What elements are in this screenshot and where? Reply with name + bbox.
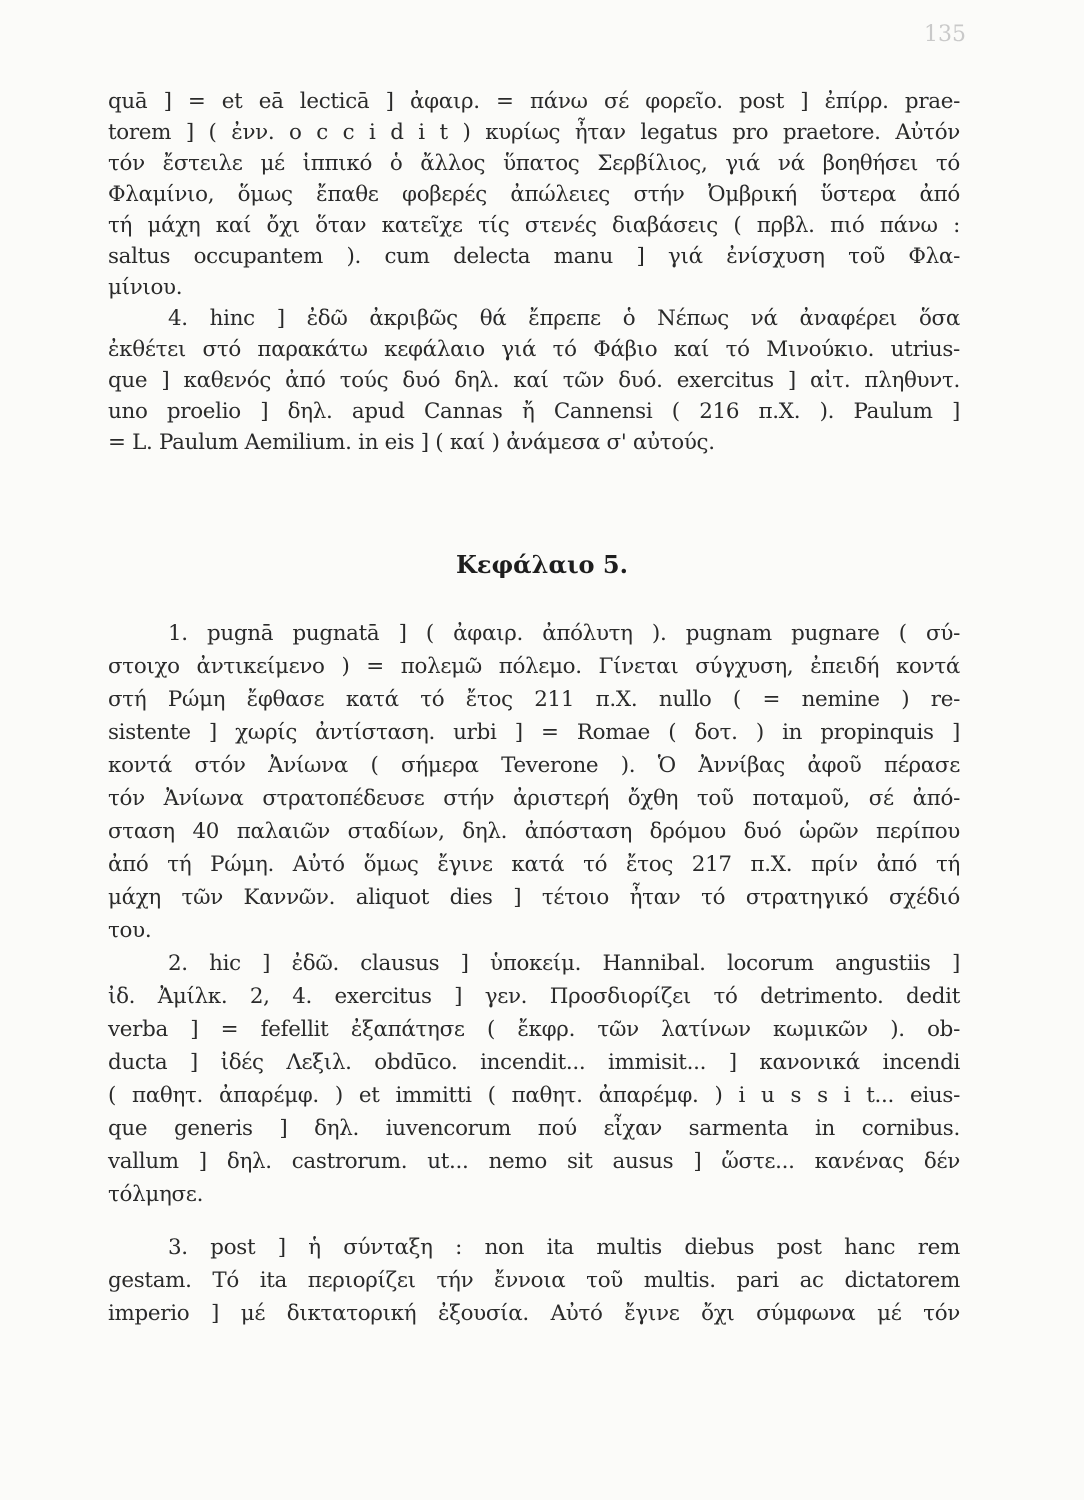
text-line: 1. pugnā pugnatā ] ( ἀφαιρ. ἀπόλυτη ). pugnam pugnare ( σύ- bbox=[168, 621, 960, 646]
text-line: τή μάχη καί ὄχι ὅταν κατεῖχε τίς στενές διαβάσεις ( πρβλ. πιό πάνω : bbox=[108, 213, 960, 238]
text-line: Φλαμίνιο, ὅμως ἔπαθε φοβερές ἀπώλειες στήν Ὀμβρική ὕστερα ἀπό bbox=[108, 182, 960, 207]
text-line: gestam. Τό ita περιορίζει τήν ἔννοια τοῦ multis. pari ac dictatorem bbox=[108, 1268, 960, 1293]
text-line: κοντά στόν Ἀνίωνα ( σήμερα Teverone ). Ὁ Ἀννίβας ἀφοῦ πέρασε bbox=[108, 753, 960, 778]
text-line: ἀπό τή Ρώμη. Αὐτό ὅμως ἔγινε κατά τό ἔτος 217 π.Χ. πρίν ἀπό τή bbox=[108, 852, 960, 877]
text-line: μάχη τῶν Καννῶν. aliquot dies ] τέτοιο ἦταν τό στρατηγικό σχέδιό bbox=[108, 885, 960, 910]
text-line: τόν ἔστειλε μέ ἱππικό ὁ ἄλλος ὕπατος Σερβίλιος, γιά νά βοηθήσει τό bbox=[108, 151, 960, 176]
text-line: sistente ] χωρίς ἀντίσταση. urbi ] = Romae ( δοτ. ) in propinquis ] bbox=[108, 720, 960, 745]
text-line: verba ] = fefellit ἐξαπάτησε ( ἔκφρ. τῶν λατίνων κωμικῶν ). ob- bbox=[108, 1017, 960, 1042]
text-line: 4. hinc ] ἐδῶ ἀκριβῶς θά ἔπρεπε ὁ Νέπως νά ἀναφέρει ὅσα bbox=[168, 306, 960, 331]
text-line: ἰδ. Ἀμίλκ. 2, 4. exercitus ] γεν. Προσδιορίζει τό detrimento. dedit bbox=[108, 984, 960, 1009]
text-line: του. bbox=[108, 918, 152, 943]
text-line: ( παθητ. ἀπαρέμφ. ) et immitti ( παθητ. ἀπαρέμφ. ) i u s s i t... eius- bbox=[108, 1083, 960, 1108]
text-line: στοιχο ἀντικείμενο ) = πολεμῶ πόλεμο. Γίνεται σύγχυση, ἐπειδή κοντά bbox=[108, 654, 960, 679]
text-line: τόν Ἀνίωνα στρατοπέδευσε στήν ἀριστερή ὄχθη τοῦ ποταμοῦ, σέ ἀπό- bbox=[108, 786, 960, 811]
text-line: vallum ] δηλ. castrorum. ut... nemo sit ausus ] ὥστε... κανένας δέν bbox=[108, 1149, 960, 1174]
text-line: saltus occupantem ). cum delecta manu ] γιά ἐνίσχυση τοῦ Φλα- bbox=[108, 244, 960, 269]
text-line: μίνιου. bbox=[108, 275, 183, 300]
text-line: uno proelio ] δηλ. apud Cannas ἤ Cannensi ( 216 π.Χ. ). Paulum ] bbox=[108, 399, 960, 424]
text-line: = L. Paulum Aemilium. in eis ] ( καί ) ἀνάμεσα σ' αὐτούς. bbox=[108, 430, 715, 455]
text-line: τόλμησε. bbox=[108, 1182, 204, 1207]
text-line: que ] καθενός ἀπό τούς δυό δηλ. καί τῶν δυό. exercitus ] αἰτ. πληθυντ. bbox=[108, 368, 960, 393]
text-line: quā ] = et eā lecticā ] ἀφαιρ. = πάνω σέ φορεῖο. post ] ἐπίρρ. prae- bbox=[108, 89, 960, 114]
text-line: imperio ] μέ δικτατορική ἐξουσία. Αὐτό ἔγινε ὄχι σύμφωνα μέ τόν bbox=[108, 1301, 960, 1326]
text-line: ἐκθέτει στό παρακάτω κεφάλαιο γιά τό Φάβιο καί τό Μινούκιο. utrius- bbox=[108, 337, 960, 362]
text-line: 2. hic ] ἐδῶ. clausus ] ὑποκείμ. Hannibal. locorum angustiis ] bbox=[168, 951, 960, 976]
text-line: στή Ρώμη ἔφθασε κατά τό ἔτος 211 π.Χ. nullo ( = nemine ) re- bbox=[108, 687, 960, 712]
page-number: 135 bbox=[924, 22, 966, 47]
text-line: que generis ] δηλ. iuvencorum πού εἶχαν sarmenta in cornibus. bbox=[108, 1116, 960, 1141]
text-line: ducta ] ἰδές Λεξιλ. obdūco. incendit... immisit... ] κανονικά incendi bbox=[108, 1050, 960, 1075]
text-line: σταση 40 παλαιῶν σταδίων, δηλ. ἀπόσταση δρόμου δυό ὡρῶν περίπου bbox=[108, 819, 960, 844]
text-line: 3. post ] ἡ σύνταξη : non ita multis diebus post hanc rem bbox=[168, 1235, 960, 1260]
text-line: torem ] ( ἐνν. o c c i d i t ) κυρίως ἦταν legatus pro praetore. Αὐτόν bbox=[108, 120, 960, 145]
chapter-heading: Κεφάλαιο 5. bbox=[456, 550, 628, 579]
